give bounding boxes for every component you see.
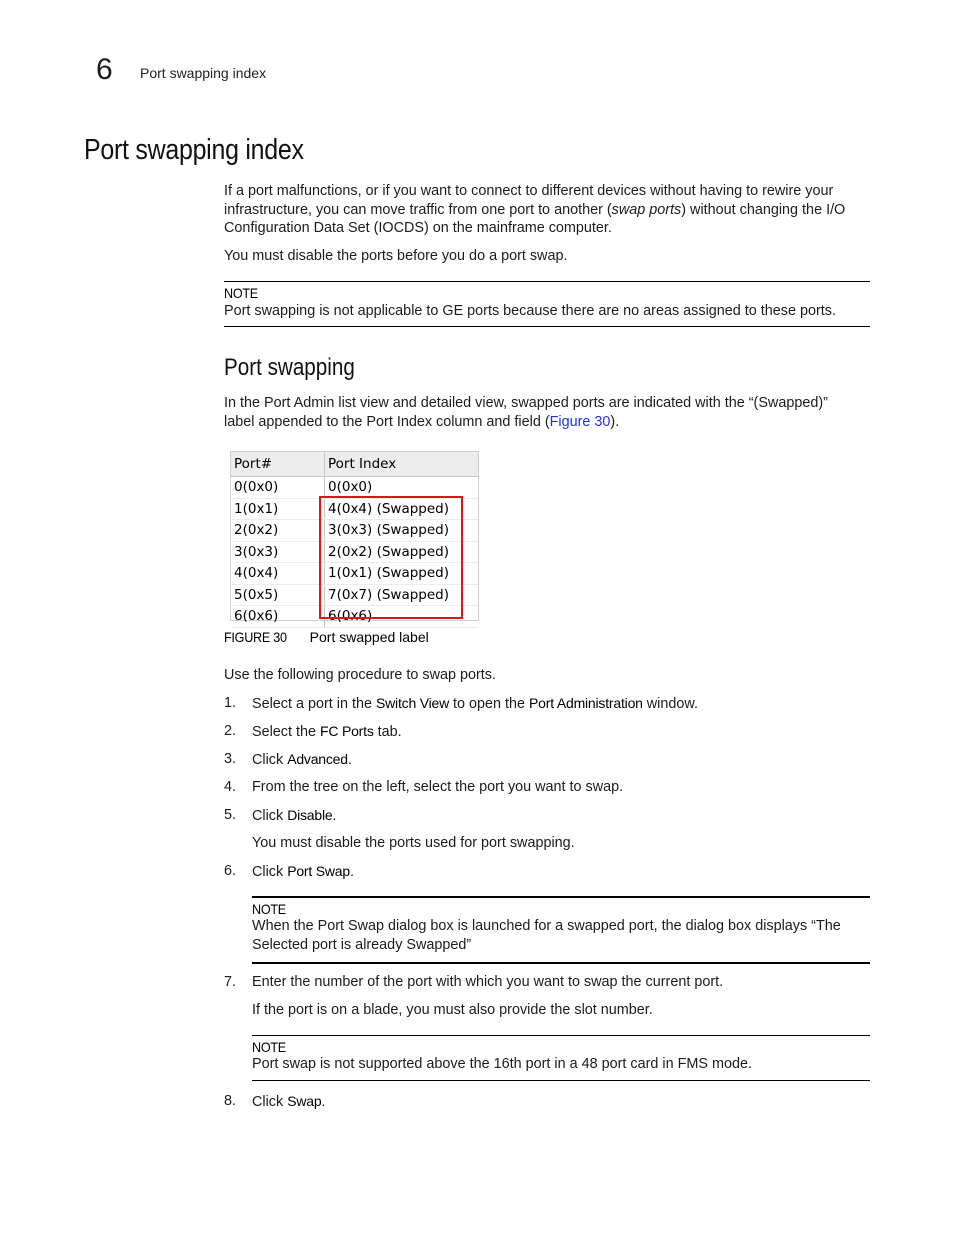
intro-line-1: If a port malfunctions, or if you want to connect to different devices without having to rewire your <box>224 183 834 199</box>
port-swap-term: Port Swap <box>287 863 350 879</box>
advanced-term: Advanced <box>287 751 348 767</box>
note-block-2: NOTE When the Port Swap dialog box is launched for a swapped port, the dialog box displays “The Selected port is already Swapped” <box>252 896 870 964</box>
disable-paragraph: You must disable the ports before you do a port swap. <box>224 248 568 264</box>
procedure-intro: Use the following procedure to swap ports. <box>224 667 496 683</box>
chapter-number: 6 <box>96 53 113 86</box>
intro-paragraph <box>224 182 884 238</box>
step-7-detail: If the port is on a blade, you must also provide the slot number. <box>252 1002 653 1018</box>
table-row[interactable]: 5(0x5) 7(0x7) (Swapped) <box>231 584 478 606</box>
note-block-1 <box>224 281 870 327</box>
figure-number: FIGURE 30 <box>224 629 287 645</box>
disable-term: Disable. <box>287 807 337 823</box>
port-administration-term: Port Administration <box>529 695 643 711</box>
intro-line-3: Configuration Data Set (IOCDS) on the mainframe computer. <box>224 220 612 236</box>
table-row[interactable]: 6(0x6) 6(0x6) <box>231 606 478 628</box>
table-row[interactable]: 2(0x2) 3(0x3) (Swapped) <box>231 520 478 542</box>
table-row[interactable]: 3(0x3) 2(0x2) (Swapped) <box>231 541 478 563</box>
intro-line-2: infrastructure, you can move traffic from one port to another (swap ports) without changing the I/O <box>224 201 846 218</box>
subsection-paragraph: In the Port Admin list view and detailed view, swapped ports are indicated with the “(Swapped)” label appended to the Port Index column and field (Figure 30). <box>224 395 828 430</box>
section-title: Port swapping index <box>84 134 304 166</box>
table-row[interactable]: 0(0x0) 0(0x0) <box>231 477 478 499</box>
note-block-3: NOTE Port swap is not supported above the 16th port in a 48 port card in FMS mode. <box>252 1035 870 1081</box>
table-row[interactable]: 1(0x1) 4(0x4) (Swapped) <box>231 498 478 520</box>
highlight-box <box>319 496 463 619</box>
switch-view-term: Switch View <box>376 695 450 711</box>
swap-term: Swap <box>287 1093 322 1109</box>
figure-caption <box>224 629 429 645</box>
running-header: Port swapping index <box>140 65 267 81</box>
subsection-title: Port swapping <box>224 354 355 381</box>
column-header-port-index[interactable]: Port Index <box>325 452 479 477</box>
figure-caption-text: Port swapped label <box>309 629 429 645</box>
note-label: NOTE <box>224 285 258 301</box>
table-header-row <box>231 452 478 477</box>
fc-ports-term: FC Ports <box>320 723 374 739</box>
figure-30-link[interactable]: Figure 30 <box>549 413 611 430</box>
step-5-detail: You must disable the ports used for port swapping. <box>252 835 575 851</box>
table-row[interactable]: 4(0x4) 1(0x1) (Swapped) <box>231 563 478 585</box>
swap-ports-term: swap ports <box>611 201 682 218</box>
column-header-port[interactable]: Port# <box>231 452 325 477</box>
note-text: Port swapping is not applicable to GE ports because there are no areas assigned to these ports. <box>224 303 836 319</box>
